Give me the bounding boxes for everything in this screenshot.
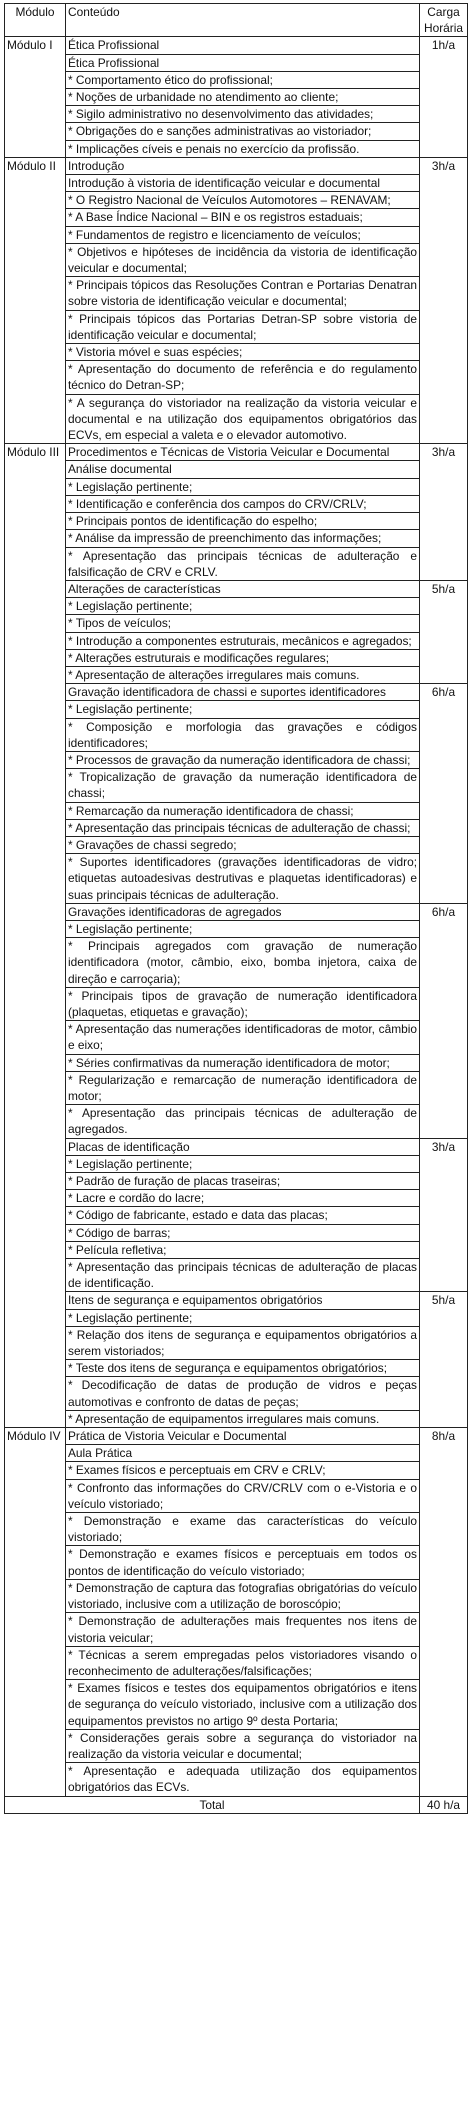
section-title-row	[5, 580, 468, 597]
content-item: Ética Profissional	[66, 54, 420, 71]
content-item: * O Registro Nacional de Veículos Automotores – RENAVAM;	[66, 192, 420, 209]
content-row	[5, 461, 468, 478]
content-item: * Legislação pertinente;	[66, 478, 420, 495]
course-content-table-container	[4, 3, 468, 1814]
content-item: * Introdução a componentes estruturais, mecânicos e agregados;	[66, 632, 420, 649]
content-item: * Apresentação de equipamentos irregulares mais comuns.	[66, 1410, 420, 1427]
content-row	[5, 649, 468, 666]
section-title: Ética Profissional	[66, 37, 420, 54]
content-row	[5, 394, 468, 444]
content-row	[5, 987, 468, 1020]
content-row	[5, 1479, 468, 1512]
content-item: * Legislação pertinente;	[66, 701, 420, 718]
content-row	[5, 54, 468, 71]
header-carga-horaria: Carga Horária	[420, 4, 468, 37]
section-title: Prática de Vistoria Veicular e Documental	[66, 1428, 420, 1445]
content-item: * Principais tópicos das Portarias Detran-SP sobre vistoria de identificação veicular e documental;	[66, 310, 420, 343]
content-row	[5, 310, 468, 343]
content-item: * Apresentação das principais técnicas de adulteração de agregados.	[66, 1105, 420, 1138]
content-item: * Sigilo administrativo no desenvolvimento das atividades;	[66, 106, 420, 123]
content-row	[5, 277, 468, 310]
content-item: * Demonstração e exame das características do veículo vistoriado;	[66, 1513, 420, 1546]
content-row	[5, 598, 468, 615]
content-row	[5, 938, 468, 988]
hours-cell: 1h/a	[420, 37, 468, 157]
content-item: Análise documental	[66, 461, 420, 478]
content-row	[5, 920, 468, 937]
content-row	[5, 802, 468, 819]
section-title: Gravações identificadoras de agregados	[66, 903, 420, 920]
content-row	[5, 106, 468, 123]
content-row	[5, 192, 468, 209]
content-row	[5, 1360, 468, 1377]
section-title-row	[5, 1138, 468, 1155]
module-cell: Módulo IV	[5, 1428, 66, 1796]
content-item: * Código de barras;	[66, 1224, 420, 1241]
content-item: * Remarcação da numeração identificadora de chassi;	[66, 802, 420, 819]
content-item: * Apresentação de alterações irregulares mais comuns.	[66, 666, 420, 683]
content-item: Introdução à vistoria de identificação veicular e documental	[66, 175, 420, 192]
content-item: * Confronto das informações do CRV/CRLV com o e-Vistoria e o veículo vistoriado;	[66, 1479, 420, 1512]
hours-cell: 5h/a	[420, 1292, 468, 1428]
content-row	[5, 1613, 468, 1646]
content-row	[5, 854, 468, 904]
content-row	[5, 701, 468, 718]
section-title: Placas de identificação	[66, 1138, 420, 1155]
content-item: * Exames físicos e perceptuais em CRV e CRLV;	[66, 1462, 420, 1479]
content-row	[5, 769, 468, 802]
content-row	[5, 1410, 468, 1427]
content-row	[5, 175, 468, 192]
content-item: * Legislação pertinente;	[66, 920, 420, 937]
content-item: * Principais agregados com gravação de numeração identificadora (motor, câmbio, eixo, bomba injetora, caixa de direção e carroçaria);	[66, 938, 420, 988]
content-item: * A segurança do vistoriador na realização da vistoria veicular e documental e na utilização dos equipamentos obrigatórios das ECVs, em especial a valeta e o elevador automotivo.	[66, 394, 420, 444]
header-conteudo: Conteúdo	[66, 4, 420, 37]
content-row	[5, 547, 468, 580]
total-value: 40 h/a	[420, 1796, 468, 1813]
content-row	[5, 243, 468, 276]
section-title: Introdução	[66, 157, 420, 174]
section-title-row	[5, 903, 468, 920]
content-item: * Apresentação das numerações identificadoras de motor, câmbio e eixo;	[66, 1021, 420, 1054]
content-row	[5, 718, 468, 751]
section-title-row	[5, 37, 468, 54]
section-title: Gravação identificadora de chassi e suportes identificadores	[66, 684, 420, 701]
content-item: * Apresentação do documento de referência e do regulamento técnico do Detran-SP;	[66, 361, 420, 394]
content-item: * Legislação pertinente;	[66, 598, 420, 615]
section-title-row	[5, 1292, 468, 1309]
content-row	[5, 226, 468, 243]
content-row	[5, 344, 468, 361]
content-row	[5, 71, 468, 88]
content-row	[5, 140, 468, 157]
total-row	[5, 1796, 468, 1813]
content-row	[5, 1763, 468, 1796]
header-modulo: Módulo	[5, 4, 66, 37]
section-title: Procedimentos e Técnicas de Vistoria Veicular e Documental	[66, 444, 420, 461]
content-row	[5, 1546, 468, 1579]
content-row	[5, 1224, 468, 1241]
content-item: * Principais tipos de gravação de numeração identificadora (plaquetas, etiquetas e gravação);	[66, 987, 420, 1020]
content-row	[5, 1326, 468, 1359]
content-item: * Alterações estruturais e modificações regulares;	[66, 649, 420, 666]
section-title-row	[5, 157, 468, 174]
hours-cell: 8h/a	[420, 1428, 468, 1796]
content-item: * Fundamentos de registro e licenciamento de veículos;	[66, 226, 420, 243]
content-item: * Legislação pertinente;	[66, 1155, 420, 1172]
content-item: * Tipos de veículos;	[66, 615, 420, 632]
content-row	[5, 123, 468, 140]
table-header-row	[5, 4, 468, 37]
content-row	[5, 1241, 468, 1258]
content-row	[5, 1377, 468, 1410]
content-row	[5, 1190, 468, 1207]
content-item: * Apresentação das principais técnicas de adulteração e falsificação de CRV e CRLV.	[66, 547, 420, 580]
content-row	[5, 1646, 468, 1679]
content-item: * A Base Índice Nacional – BIN e os registros estaduais;	[66, 209, 420, 226]
content-item: * Objetivos e hipóteses de incidência da vistoria de identificação veicular e documental;	[66, 243, 420, 276]
content-item: * Exames físicos e testes dos equipamentos obrigatórios e itens de segurança do veículo vistoriado, inclusive com a utilização dos equipamentos previstos no artigo 9º desta Portaria;	[66, 1680, 420, 1730]
section-title: Alterações de características	[66, 580, 420, 597]
content-row	[5, 615, 468, 632]
content-item: * Tropicalização de gravação da numeração identificadora de chassi;	[66, 769, 420, 802]
content-row	[5, 1445, 468, 1462]
content-item: * Demonstração de captura das fotografias obrigatórias do veículo vistoriado, inclusive com a utilização de boroscópio;	[66, 1579, 420, 1612]
content-item: * Vistoria móvel e suas espécies;	[66, 344, 420, 361]
content-row	[5, 89, 468, 106]
content-item: * Demonstração e exames físicos e perceptuais em todos os pontos de identificação do veículo vistoriado;	[66, 1546, 420, 1579]
content-row	[5, 1105, 468, 1138]
content-item: * Decodificação de datas de produção de vidros e peças automotivas e confronto de datas de peças;	[66, 1377, 420, 1410]
content-item: * Implicações cíveis e penais no exercício da profissão.	[66, 140, 420, 157]
content-item: * Obrigações do e sanções administrativas ao vistoriador;	[66, 123, 420, 140]
content-row	[5, 632, 468, 649]
content-item: * Gravações de chassi segredo;	[66, 836, 420, 853]
content-item: * Relação dos itens de segurança e equipamentos obrigatórios a serem vistoriados;	[66, 1326, 420, 1359]
content-item: * Padrão de furação de placas traseiras;	[66, 1173, 420, 1190]
content-row	[5, 1729, 468, 1762]
section-title-row	[5, 684, 468, 701]
content-item: * Apresentação e adequada utilização dos equipamentos obrigatórios das ECVs.	[66, 1763, 420, 1796]
content-row	[5, 513, 468, 530]
content-row	[5, 1207, 468, 1224]
content-row	[5, 209, 468, 226]
content-item: * Código de fabricante, estado e data das placas;	[66, 1207, 420, 1224]
content-row	[5, 666, 468, 683]
content-item: * Processos de gravação da numeração identificadora de chassi;	[66, 751, 420, 768]
content-item: * Séries confirmativas da numeração identificadora de motor;	[66, 1054, 420, 1071]
content-row	[5, 495, 468, 512]
hours-cell: 5h/a	[420, 580, 468, 683]
content-row	[5, 1259, 468, 1292]
content-item: * Principais tópicos das Resoluções Contran e Portarias Denatran sobre vistoria de identificação veicular e documental;	[66, 277, 420, 310]
section-title: Itens de segurança e equipamentos obrigatórios	[66, 1292, 420, 1309]
module-cell: Módulo II	[5, 157, 66, 443]
content-row	[5, 819, 468, 836]
content-row	[5, 836, 468, 853]
content-item: * Suportes identificadores (gravações identificadoras de vidro; etiquetas autoadesivas destrutivas e plaquetas identificadoras) e suas principais técnicas de adulteração.	[66, 854, 420, 904]
content-row	[5, 478, 468, 495]
section-title-row	[5, 444, 468, 461]
content-item: * Teste dos itens de segurança e equipamentos obrigatórios;	[66, 1360, 420, 1377]
module-cell: Módulo I	[5, 37, 66, 157]
hours-cell: 3h/a	[420, 1138, 468, 1292]
content-item: * Técnicas a serem empregadas pelos vistoriadores visando o reconhecimento de adulterações/falsificações;	[66, 1646, 420, 1679]
content-row	[5, 1680, 468, 1730]
section-title-row	[5, 1428, 468, 1445]
content-row	[5, 1309, 468, 1326]
course-content-table	[4, 3, 468, 1814]
content-item: Aula Prática	[66, 1445, 420, 1462]
content-item: * Análise da impressão de preenchimento das informações;	[66, 530, 420, 547]
content-item: * Apresentação das principais técnicas de adulteração de placas de identificação.	[66, 1259, 420, 1292]
hours-cell: 6h/a	[420, 903, 468, 1138]
content-item: * Noções de urbanidade no atendimento ao cliente;	[66, 89, 420, 106]
content-item: * Principais pontos de identificação do espelho;	[66, 513, 420, 530]
content-item: * Apresentação das principais técnicas de adulteração de chassi;	[66, 819, 420, 836]
content-row	[5, 1513, 468, 1546]
content-item: * Composição e morfologia das gravações e códigos identificadores;	[66, 718, 420, 751]
table-body	[5, 37, 468, 1813]
content-row	[5, 1071, 468, 1104]
content-item: * Regularização e remarcação de numeração identificadora de motor;	[66, 1071, 420, 1104]
content-row	[5, 1173, 468, 1190]
content-item: * Demonstração de adulterações mais frequentes nos itens de vistoria veicular;	[66, 1613, 420, 1646]
content-item: * Comportamento ético do profissional;	[66, 71, 420, 88]
content-row	[5, 530, 468, 547]
total-label: Total	[5, 1796, 420, 1813]
content-row	[5, 361, 468, 394]
hours-cell: 3h/a	[420, 444, 468, 581]
content-item: * Legislação pertinente;	[66, 1309, 420, 1326]
content-item: * Película refletiva;	[66, 1241, 420, 1258]
content-item: * Considerações gerais sobre a segurança do vistoriador na realização da vistoria veicular e documental;	[66, 1729, 420, 1762]
module-cell: Módulo III	[5, 444, 66, 1428]
content-item: * Lacre e cordão do lacre;	[66, 1190, 420, 1207]
content-row	[5, 1579, 468, 1612]
content-row	[5, 1462, 468, 1479]
hours-cell: 6h/a	[420, 684, 468, 904]
content-row	[5, 1021, 468, 1054]
hours-cell: 3h/a	[420, 157, 468, 443]
content-item: * Identificação e conferência dos campos do CRV/CRLV;	[66, 495, 420, 512]
content-row	[5, 751, 468, 768]
content-row	[5, 1155, 468, 1172]
content-row	[5, 1054, 468, 1071]
